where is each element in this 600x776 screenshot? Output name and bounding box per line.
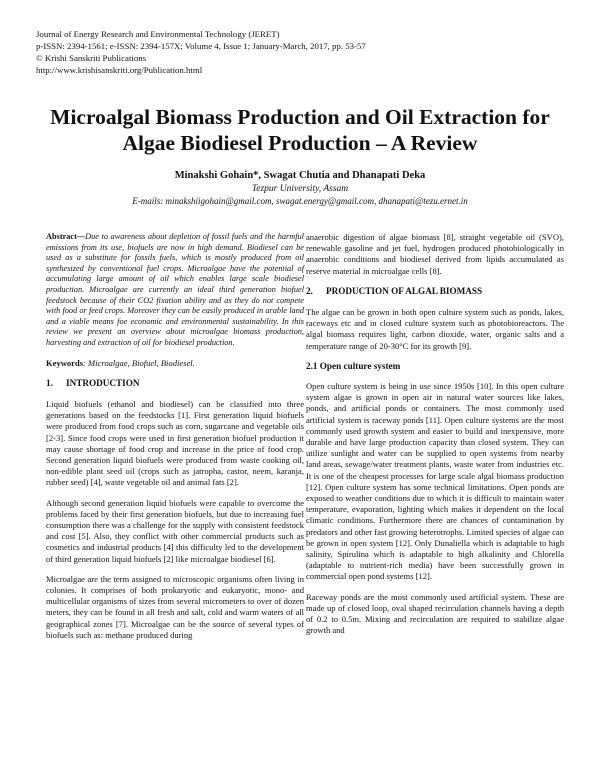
left-column — [46, 232, 304, 650]
production-paragraph-1: The algae can be grown in both open culture system such as ponds, lakes, raceways etc and in closed culture system such as photobioreactors. The algal biomass requires light, carbon dioxide, water, organic salts and a temperature range of 20-30°C for its growth [9]. — [306, 307, 564, 351]
open-culture-paragraph-1: Open culture system is being in use since 1950s [10]. In this open culture system algae is grown in open air in natural water sources like lakes, ponds, and artificial ponds or containers. The most commonly used artificial system is raceway ponds [11]. Open culture systems are the most commonly used growth system and easier to build and inexpensive, more durable and have large production capacity than closed system. They can utilize sunlight and water can be supplied to open systems from nearby land areas, sewage/water treatment plants, waste water from industries etc. It is one of the cheapest processes for large scale algal biomass production [12]. Open culture system has some technical limitations. Open ponds are exposed to weather conditions due to which it is difficult to maintain water temperature, evaporation, lighting which makes it dependent on the local climatic conditions. Furthermore there are chances of contamination by predators and other fast growing heterotrophs. Limited species of algae can be grown in open system [12]. Only Dunaliella which is adaptable to high salinity, Spirulina which is adaptable to high alkalinity and Chlorella (adaptable to nutrient-rich media) have been successfully grown in commercial open pond systems [12]. — [306, 381, 564, 582]
section-heading-introduction — [46, 378, 304, 389]
journal-name: Journal of Energy Research and Environmental Technology (JERET) — [36, 29, 280, 39]
intro-paragraph-continued: anaerobic digestion of algae biomass [8], straight vegetable oil (SVO), renewable gasoline and jet fuel, hydrogen produced photobiologically in anaerobic conditions and biodiesel derived from lipids accumulated as reserve material in microalgae cells [8]. — [306, 232, 564, 276]
open-culture-paragraph-2: Raceway ponds are the most commonly used artificial system. These are made up of closed loop, oval shaped recirculation channels having a depth of 0.2 to 0.5m. Mixing and recirculation are required to stabilize algae growth and — [306, 591, 564, 636]
author-emails[interactable]: E-mails: minakshiigohain@gmail.com, swagat.energy@gmail.com, dhanapati@tezu.ernet.in — [132, 196, 468, 206]
author-list: Minakshi Gohain*, Swagat Chutia and Dhanapati Deka — [174, 170, 426, 181]
section-number: 1. — [46, 377, 53, 388]
abstract-text: Due to awareness about depletion of fossil fuels and the harmful emissions from its use, biofuels are now in high demand. Biodiesel can be used as a substitute for fossils fuels, which is mostly produced from oil synthesized by conventional fuel crops. Microalgae have the potential of accumulating large amount of oil which enables large scale biodiesel production. Microalgae are currently an ideal third generation biofuel feedstock because of their CO2 fixation ability and as they do not compete with food or feed crops. Moreover they can be easily produced in arable land and a viable means foe economic and environmental sustainability. In this review we present an overview about microalgae biomass production, harvesting and extraction of oil for biodiesel production. — [46, 232, 304, 347]
affiliation: Tezpur University, Assam — [251, 184, 349, 194]
journal-header — [36, 28, 576, 76]
keywords — [46, 358, 304, 369]
section-number: 2. — [306, 285, 313, 296]
journal-issn: p-ISSN: 2394-1561; e-ISSN: 2394-157X; Volume 4, Issue 1; January-March, 2017, pp. 53-57 — [36, 41, 366, 51]
right-column — [306, 232, 564, 646]
publisher-url[interactable]: http://www.krishisanskriti.org/Publication.html — [36, 65, 203, 75]
paper-title: Microalgal Biomass Production and Oil Extraction for Algae Biodiesel Production – A Review — [50, 105, 550, 155]
keywords-label: Keywords — [46, 357, 84, 368]
abstract — [46, 232, 304, 349]
abstract-label: Abstract— — [46, 232, 86, 241]
section-title: INTRODUCTION — [66, 377, 140, 388]
intro-paragraph-1: Liquid biofuels (ethanol and biodiesel) can be classified into three generations based on the feedstocks [1]. First generation liquid biofuels were produced from food crops such as corn, sugarcane and vegetable oils [2-3]. Since food crops were used in first generation biofuel production it may cause shortage of food crop and increase in the price of food crop. Second generation liquid biofuels were produced from waste cooking oil, non-edible plant seed oil (crops such as jatropha, castor, neem, karanja, rubber seed) [4], waste vegetable oil and animal fats [2]. — [46, 398, 304, 488]
intro-paragraph-2: Although second generation liquid biofuels were capable to overcome the problems faced by their first generation biofuels, but due to increasing fuel consumption there was a challenge for the supply with consistent feedstock and cost [5]. Also, they conflict with other commercial products such as cosmetics and industrial products [4] this difficulty led to the development of third generation liquid biofuels [2] like microalgae biodiesel [6]. — [46, 497, 304, 564]
subsection-heading-open-culture: 2.1 Open culture system — [306, 360, 401, 371]
keywords-text: : Microalgae, Biofuel, Biodiesel. — [83, 357, 195, 368]
section-title: PRODUCTION OF ALGAL BIOMASS — [326, 285, 483, 296]
section-heading-production — [306, 286, 564, 297]
publisher: © Krishi Sanskriti Publications — [36, 53, 147, 63]
intro-paragraph-3: Microalgae are the term assigned to microscopic organisms often living in colonies. It comprises of both prokaryotic and eukaryotic, mono- and multicellular organisms of sizes from several micrometers to over of dozen meters, they can be found in all fresh and salt, cold and warm waters of all geographical zones [7]. Microalgae can be the source of several types of biofuels such as: methane produced during — [46, 573, 304, 640]
